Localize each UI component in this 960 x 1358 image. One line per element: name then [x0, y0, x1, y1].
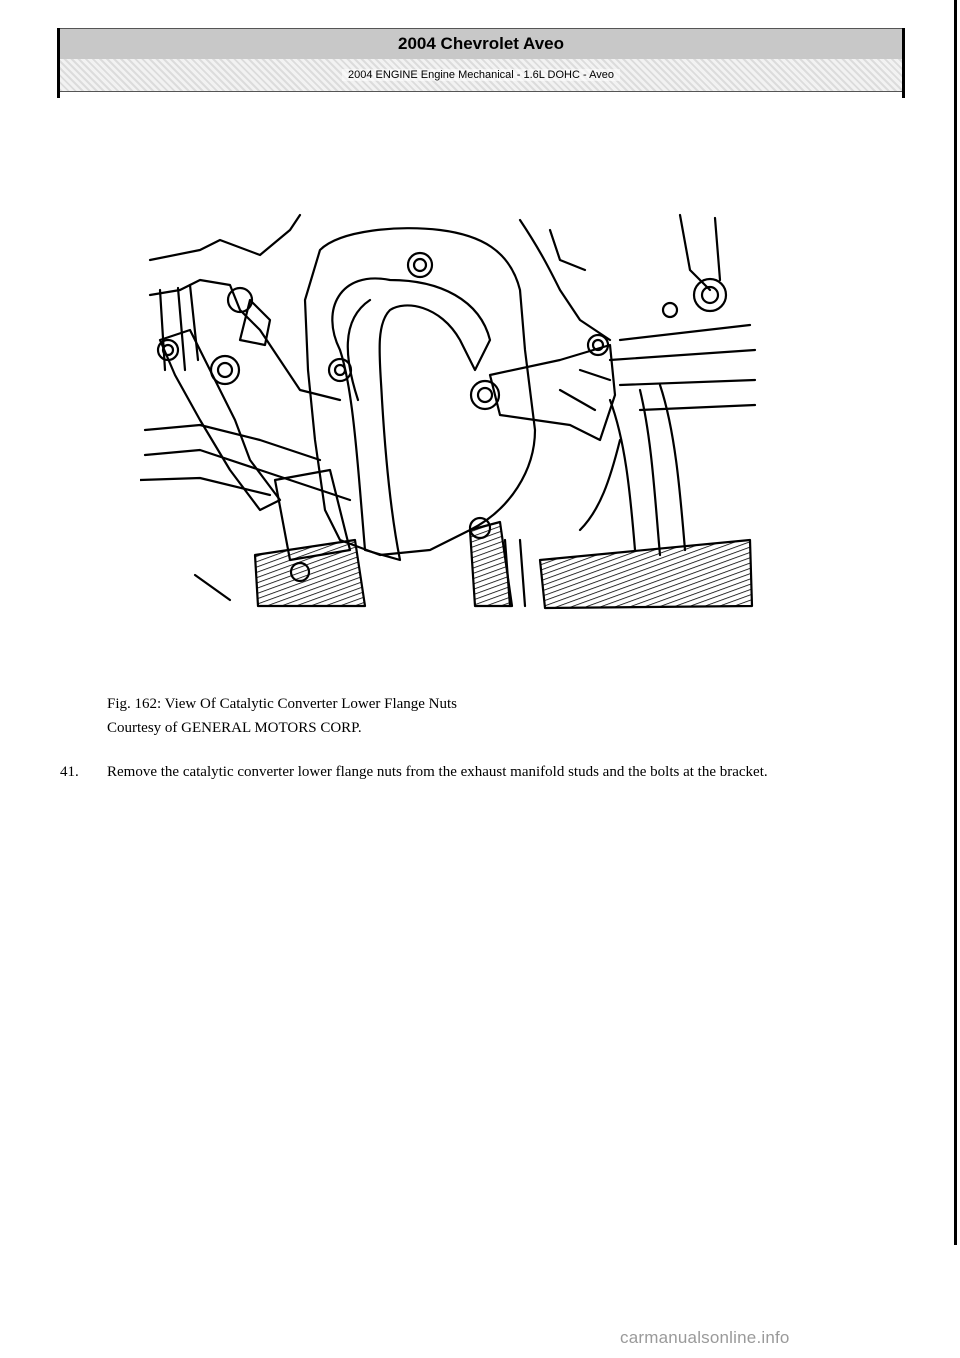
header-title-bar [60, 28, 902, 60]
header-subtitle-bar [60, 59, 902, 92]
procedure-step [60, 760, 900, 784]
site-watermark: carmanualsonline.info [620, 1328, 790, 1347]
catalytic-converter-illustration [140, 210, 760, 610]
header-right-rule [902, 28, 905, 98]
step-number: 41. [60, 764, 79, 780]
step-text: Remove the catalytic converter lower flange nuts from the exhaust manifold studs and the bolts at the bracket. [107, 764, 768, 780]
figure-caption [107, 692, 457, 740]
vehicle-title: 2004 Chevrolet Aveo [398, 34, 564, 53]
page-right-border [954, 0, 957, 1245]
figure-credit: Courtesy of GENERAL MOTORS CORP. [107, 720, 362, 736]
section-subtitle: 2004 ENGINE Engine Mechanical - 1.6L DOHC - Aveo [342, 69, 620, 81]
figure-title: Fig. 162: View Of Catalytic Converter Lower Flange Nuts [107, 696, 458, 712]
